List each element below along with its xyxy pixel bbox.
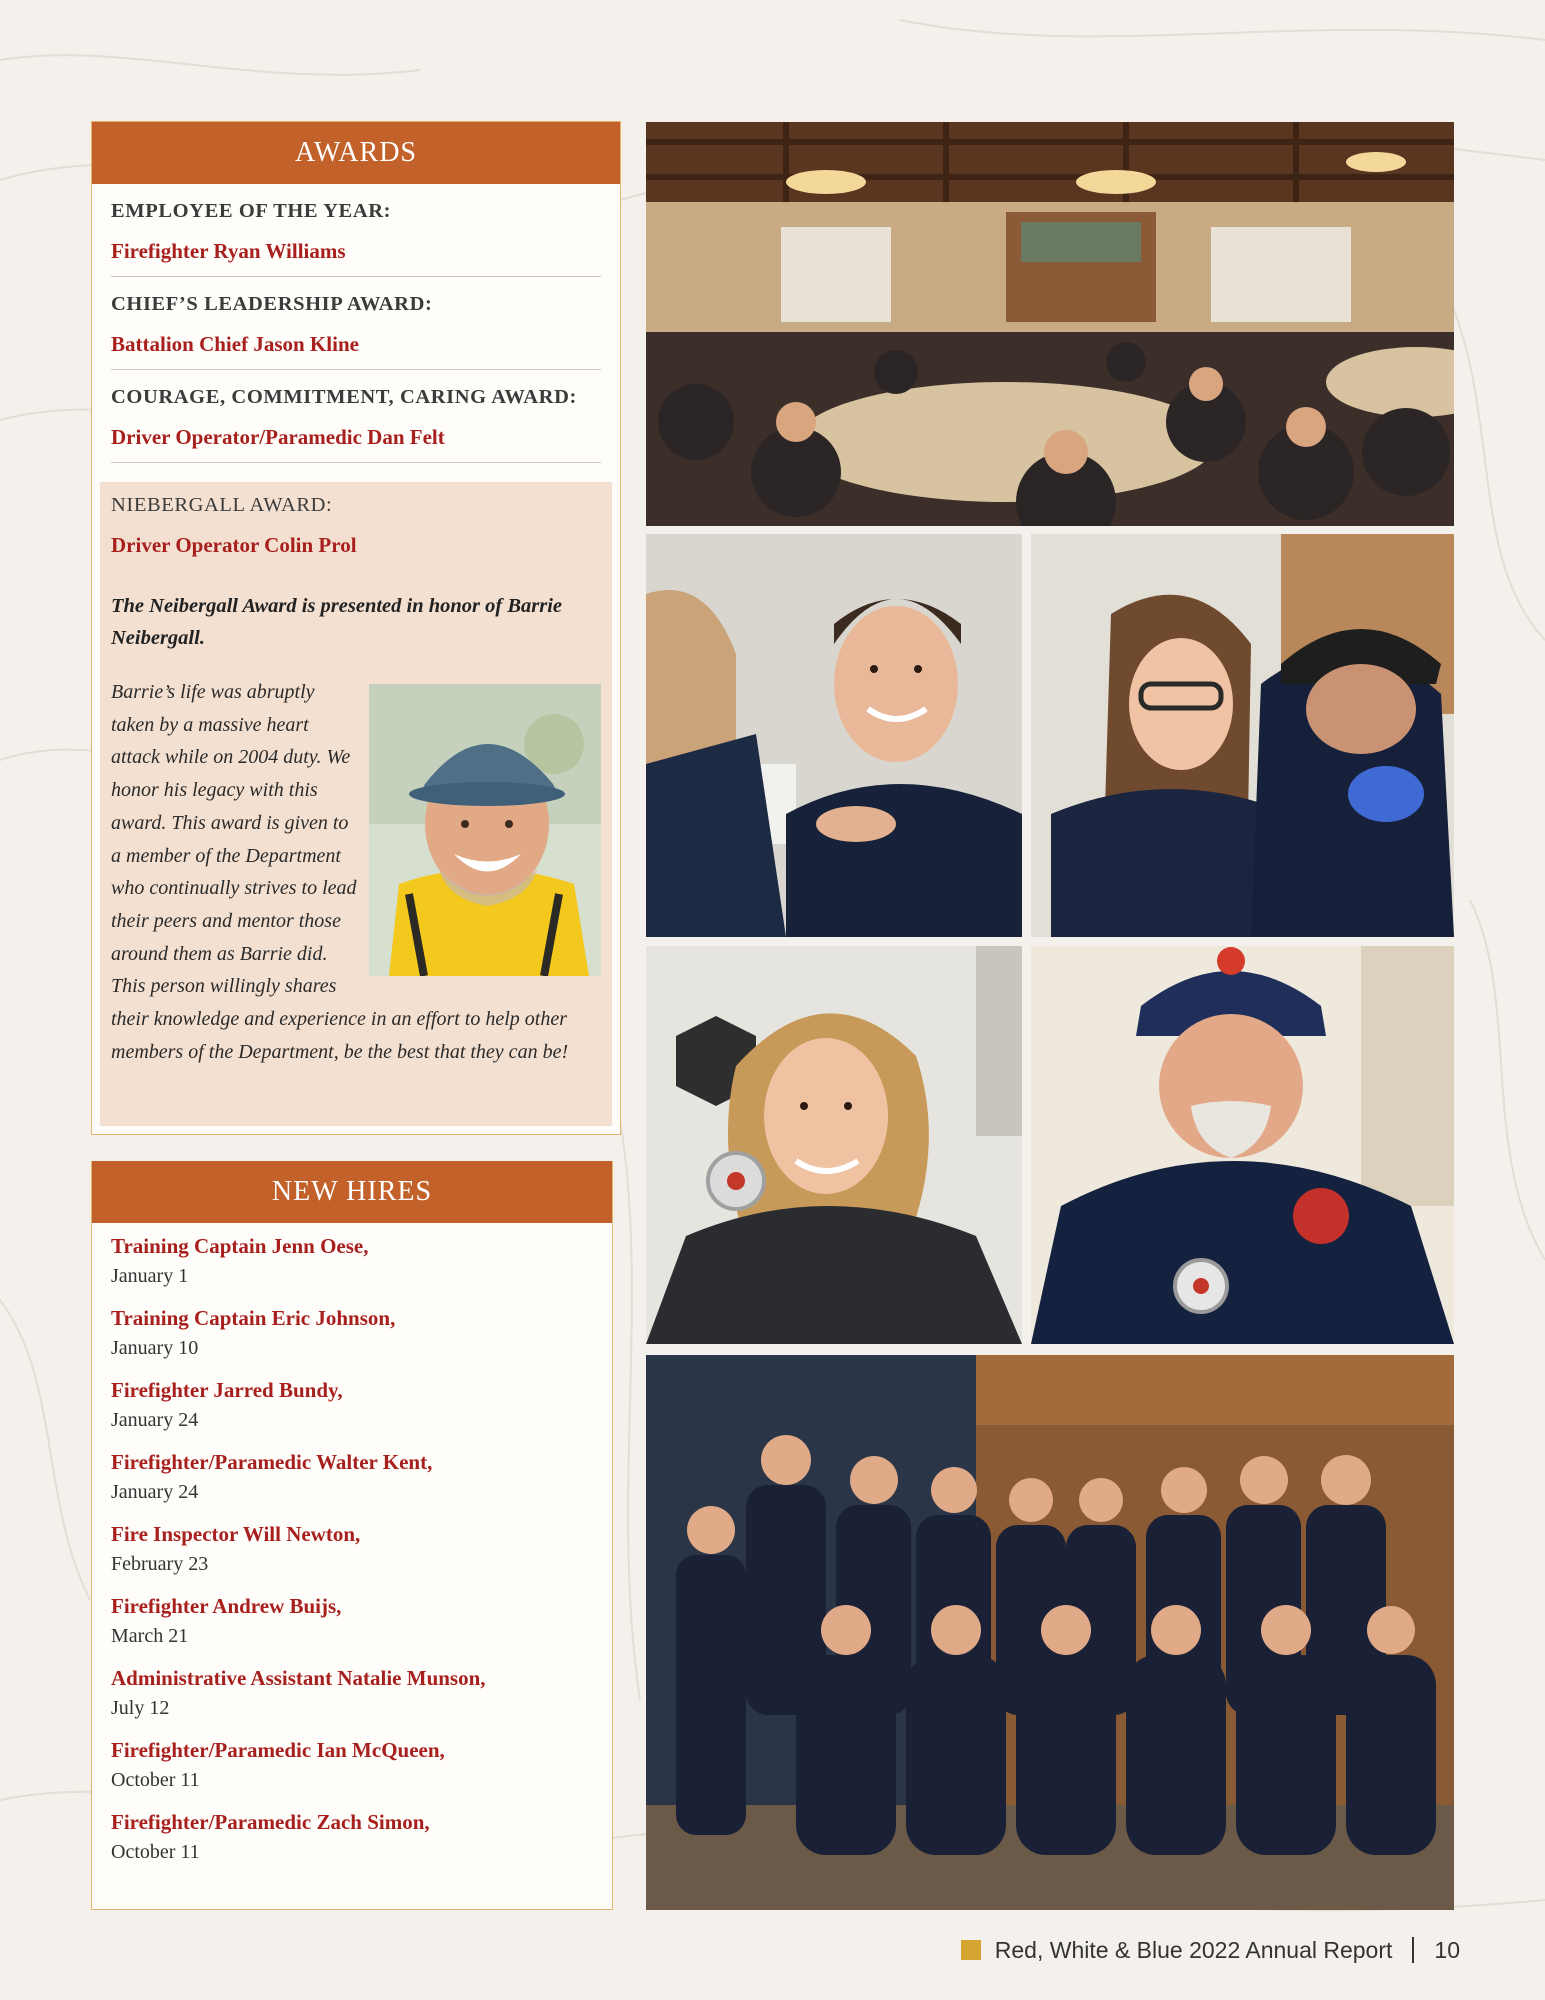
badge-pinning-photo-2 [1031,534,1454,937]
hire-name: Training Captain Eric Johnson, [111,1306,396,1330]
hire-name: Fire Inspector Will Newton, [111,1522,361,1546]
list-item [111,1447,593,1507]
award-item [111,277,601,370]
award-item [111,370,601,463]
hire-name: Firefighter/Paramedic Ian McQueen, [111,1738,445,1762]
niebergall-award-title: NIEBERGALL AWARD: [111,494,333,516]
award-recipient: Driver Operator/Paramedic Dan Felt [111,425,445,449]
hire-name: Administrative Assistant Natalie Munson, [111,1666,486,1690]
new-hires-panel [91,1161,613,1910]
award-item [111,184,601,277]
niebergall-award-description: Barrie’s life was abruptly taken by a massive heart attack while on 2004 duty. We honor his legacy with this award. This award is given to a member of the Department who continually strives to lead their peers and mentor those around them as Barrie did. This person willingly shares their knowledge and experience in an effort to help other members of the Department, be the best that they can be! [111,681,569,1063]
hire-date: January 24 [111,1409,199,1431]
hire-name: Firefighter/Paramedic Zach Simon, [111,1810,430,1834]
new-hires-group-photo [646,1355,1454,1910]
niebergall-award-recipient: Driver Operator Colin Prol [111,533,357,557]
publication-title: Red, White & Blue 2022 Annual Report [994,1936,1393,1963]
niebergall-award-lead: The Neibergall Award is presented in honor of Barrie Neibergall. [111,595,563,649]
badge-presentation-photo-1 [646,946,1022,1344]
list-item [111,1807,593,1867]
hire-date: October 11 [111,1841,200,1863]
list-item [111,1591,593,1651]
hire-date: January 1 [111,1265,189,1287]
page-footer [961,1936,1460,1964]
awards-panel [91,121,621,1135]
new-hires-list [92,1223,612,1867]
page-number: 10 [1434,1936,1460,1963]
banquet-photo [646,122,1454,526]
hire-name: Firefighter/Paramedic Walter Kent, [111,1450,433,1474]
footer-divider [1412,1937,1414,1963]
hire-name: Firefighter Jarred Bundy, [111,1378,343,1402]
hire-name: Firefighter Andrew Buijs, [111,1594,342,1618]
awards-header: AWARDS [92,122,620,184]
award-recipient: Battalion Chief Jason Kline [111,332,359,356]
badge-presentation-photo-2 [1031,946,1454,1344]
new-hires-header: NEW HIRES [92,1161,612,1223]
badge-pinning-photo-1 [646,534,1022,937]
list-item [111,1375,593,1435]
hire-date: October 11 [111,1769,200,1791]
hire-name: Training Captain Jenn Oese, [111,1234,369,1258]
hire-date: February 23 [111,1553,209,1575]
list-item [111,1519,593,1579]
list-item [111,1231,593,1291]
barrie-neibergall-portrait [369,684,601,976]
hire-date: March 21 [111,1625,189,1647]
list-item [111,1303,593,1363]
list-item [111,1663,593,1723]
list-item [111,1735,593,1795]
award-title: EMPLOYEE OF THE YEAR: [111,200,392,222]
award-list [92,184,620,463]
award-title: COURAGE, COMMITMENT, CARING AWARD: [111,386,577,408]
award-title: CHIEF’S LEADERSHIP AWARD: [111,293,433,315]
hire-date: July 12 [111,1697,170,1719]
award-recipient: Firefighter Ryan Williams [111,239,346,263]
niebergall-award-box [100,482,612,1126]
hire-date: January 24 [111,1481,199,1503]
hire-date: January 10 [111,1337,199,1359]
footer-square-icon [961,1940,981,1960]
